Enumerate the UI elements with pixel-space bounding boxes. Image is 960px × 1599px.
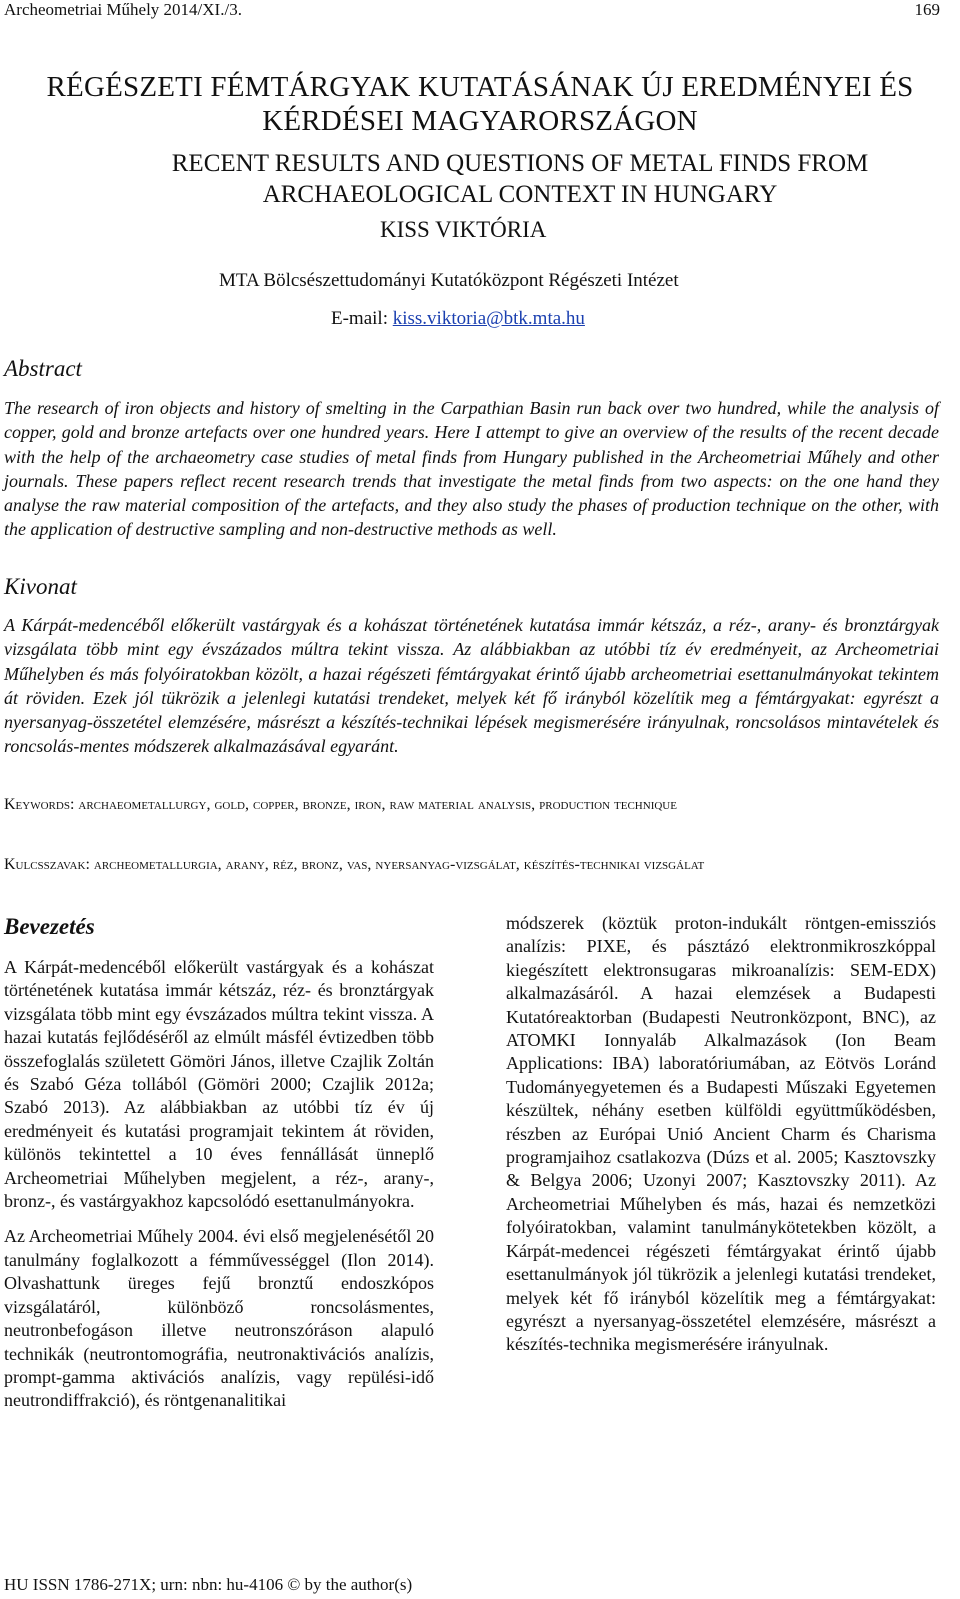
body-paragraph-1: A Kárpát-medencéből előkerült vastárgyak és a kohászat történetének kutatása immár kétszáz, réz- és bronztárgyak vizsgálata több mint egy évszázados múltra tekint vissza. A hazai kutatás fejlődéséről az elmúlt másfél évtizedben több összefoglalás született Gömöri János, illetve Czajlik Zoltán és Szabó Géza tollából (Gömöri 2000; Czajlik 2012a; Szabó 2013). Az alábbiakban az utóbbi tíz év új eredményeit és kutatási programjait tekintem át röviden, különös tekintettel a 10 éves fennállását ünneplő Archeometriai Műhelyben megjelent, a réz-, arany-, bronz-, és vastárgyakhoz kapcsolódó esettanulmányokra. — [4, 957, 434, 1212]
email-link[interactable]: kiss.viktoria@btk.mta.hu — [392, 308, 585, 329]
page-header — [4, 0, 940, 24]
affiliation: MTA Bölcsészettudományi Kutatóközpont Régészeti Intézet — [219, 270, 679, 291]
abstract-heading: Abstract — [4, 356, 82, 381]
body-paragraph-3: módszerek (köztük proton-indukált röntgen-emissziós analízis: PIXE, és pásztázó elektronmikroszkóppal kiegészített elektronsugaras mikroanalízis: SEM-EDX) alkalmazásáról. A hazai elemzések a Budapesti Kutatóreaktorban (Budapesti Neutronközpont, BNC), az ATOMKI Ionnyaláb Alkalmazások (Ion Beam Applications: IBA) laboratóriumában, az Eötvös Loránd Tudományegyetemen és a Budapesti Műszaki Egyetemen készültek, néhány esetben külföldi együttműködésben, részben az Európai Unió Ancient Charm és Charisma programjaihoz csatlakozva (Dúzs et al. 2005; Kasztovszky & Belgya 2006; Uzonyi 2007; Kasztovszky 2011). Az Archeometriai Műhelyben és más, hazai és nemzetközi folyóiratokban, valamint tanulmánykötetekben közölt, a Kárpát-medencei régészeti fémtárgyakat érintő újabb esettanulmányok jól tükrözik a jelenlegi kutatási trendeket, melyek két fő irányból közelítik meg a fémtárgyakat: egyrészt a nyersanyag-összetétel elemzésére, másrészt a készítés-technika megismerésére irányulnak. — [506, 913, 936, 1355]
keywords: Keywords: archaeometallurgy, gold, copper, bronze, iron, raw material analysis, production technique — [4, 796, 677, 813]
bevezetes-heading: Bevezetés — [4, 914, 95, 939]
page-number: 169 — [914, 0, 940, 19]
title-hungarian: RÉGÉSZETI FÉMTÁRGYAK KUTATÁSÁNAK ÚJ EREDMÉNYEI ÉS KÉRDÉSEI MAGYARORSZÁGON — [46, 71, 914, 137]
right-column — [506, 912, 936, 1357]
body-paragraph-2: Az Archeometriai Műhely 2004. évi első megjelenésétől 20 tanulmány foglalkozott a fémművességgel (Ilon 2014). Olvashattunk üreges fejű bronztű endoszkópos vizsgálatáról, különböző roncsolásmentes, neutronbefogáson illetve neutronszóráson alapuló technikák (neutrontomográfia, neutronaktivációs analízis, prompt-gamma aktivációs analízis, vagy repülési-idő neutrondiffrakció), és röntgenanalitikai — [4, 1226, 434, 1411]
journal-title: Archeometriai Műhely 2014/XI./3. — [4, 0, 242, 19]
left-column — [4, 912, 434, 1413]
abstract-text: The research of iron objects and history of smelting in the Carpathian Basin run back over two hundred, while the analysis of copper, gold and bronze artefacts over one hundred years. Here I attempt to give an overview of the results of the recent decade with the help of the archaeometry case studies of metal finds from Hungary published in the Archeometriai Műhely and other journals. These papers reflect recent research trends that investigate the metal finds from two aspects: on the one hand they analyse the raw material composition of the artefacts, and they also study the phases of production technique on the other, with the application of destructive sampling and non-destructive methods as well. — [4, 398, 939, 540]
kulcsszavak: Kulcsszavak: archeometallurgia, arany, réz, bronz, vas, nyersanyag-vizsgálat, készítés-technikai vizsgálat — [4, 856, 705, 873]
title-english: RECENT RESULTS AND QUESTIONS OF METAL FINDS FROM ARCHAEOLOGICAL CONTEXT IN HUNGARY — [171, 150, 869, 208]
page-footer: HU ISSN 1786-271X; urn: nbn: hu-4106 © by the author(s) — [4, 1575, 413, 1594]
email-label: E-mail: — [331, 308, 393, 329]
author-name: KISS VIKTÓRIA — [380, 217, 547, 242]
kivonat-heading: Kivonat — [4, 574, 77, 599]
email-line — [331, 308, 585, 330]
kivonat-text: A Kárpát-medencéből előkerült vastárgyak és a kohászat történetének kutatása immár kétszáz, a réz-, arany- és bronztárgyak vizsgálata több mint egy évszázados múltra tekint vissza. Az alábbiakban az utóbbi tíz év eredményeit, az Archeometriai Műhelyben és más folyóiratokban közölt, a hazai régészeti fémtárgyakat érintő újabb archeometriai esettanulmányokat tekintem át röviden. Ezek jól tükrözik a jelenlegi kutatási trendeket, melyek két fő irányból közelítik meg a fémtárgyakat: egyrészt a nyersanyag-összetétel elemzésére, másrészt a készítés-technikai lépések megismerésére irányulnak, roncsolásos mintavételek és roncsolás-mentes módszerek alkalmazásával egyaránt. — [4, 615, 939, 757]
